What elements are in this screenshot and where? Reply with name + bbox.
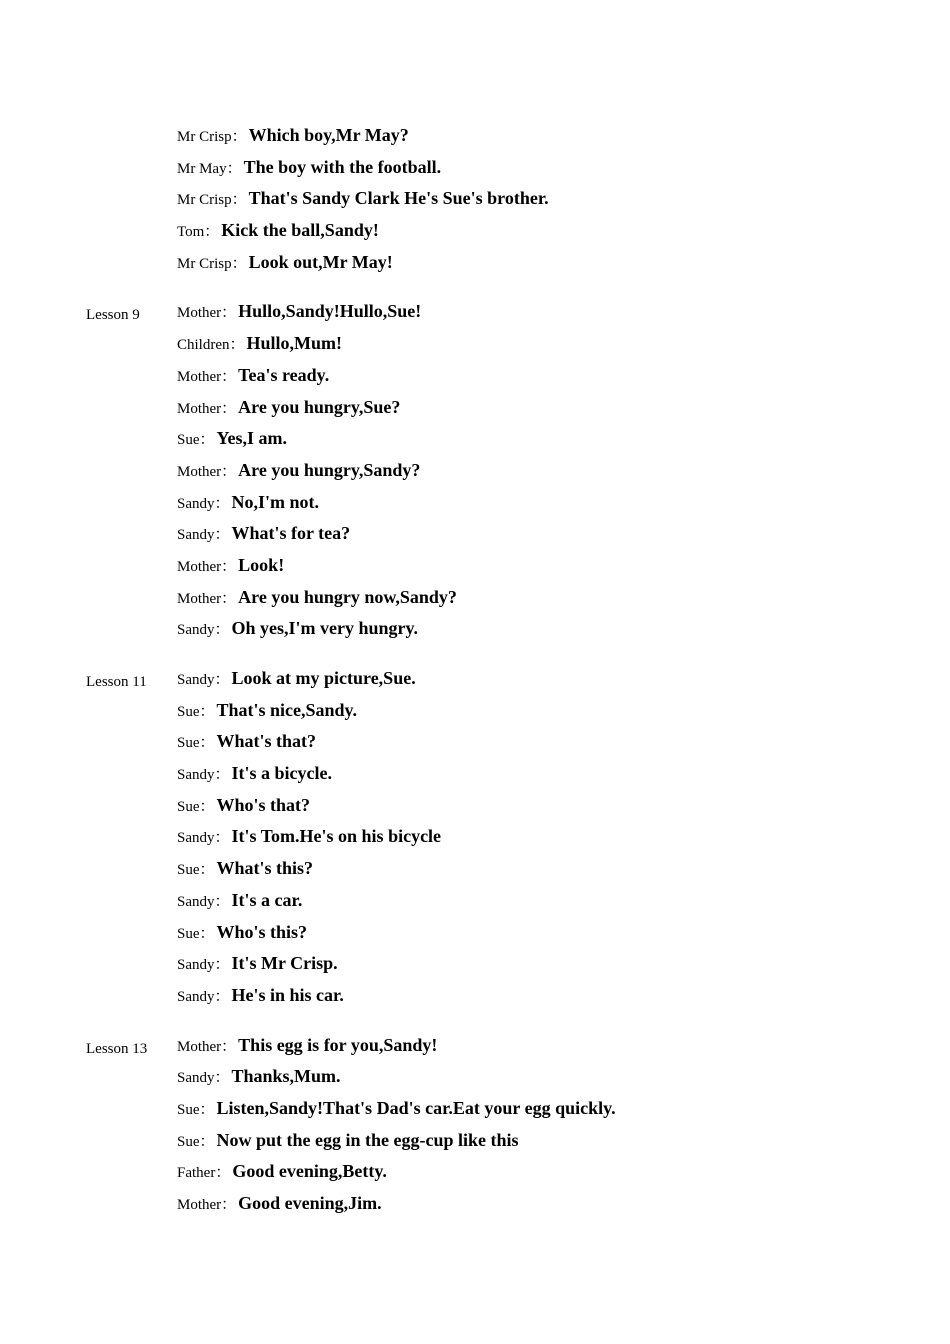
speaker-name: Sue： bbox=[177, 925, 215, 942]
dialogue-line bbox=[177, 666, 950, 698]
dialogue-line bbox=[177, 761, 950, 793]
dialogue-line bbox=[177, 729, 950, 761]
speaker-name: Sandy： bbox=[177, 672, 230, 688]
dialogue-line bbox=[177, 395, 950, 427]
dialogue-line bbox=[177, 218, 950, 250]
utterance: Oh yes,I'm very hungry. bbox=[231, 618, 419, 639]
utterance: It's a bicycle. bbox=[231, 763, 333, 784]
lesson-section bbox=[0, 299, 950, 648]
dialogue-line bbox=[177, 585, 950, 617]
utterance: Tea's ready. bbox=[238, 364, 330, 385]
utterance: Look out,Mr May! bbox=[248, 251, 393, 272]
speaker-name: Sue： bbox=[177, 735, 215, 752]
dialogue-line bbox=[177, 123, 950, 155]
dialogue-line bbox=[177, 856, 950, 888]
speaker-name: Sandy： bbox=[177, 1070, 230, 1087]
speaker-name: Sue： bbox=[177, 1101, 215, 1118]
lesson-label: Lesson 9 bbox=[86, 307, 140, 324]
utterance: What's for tea? bbox=[231, 523, 351, 544]
speaker-name: Mother： bbox=[177, 368, 237, 385]
utterance: Now put the egg in the egg-cup like this bbox=[216, 1129, 519, 1150]
speaker-name: Mr Crisp： bbox=[177, 255, 247, 272]
speaker-name: Mr Crisp： bbox=[177, 192, 247, 209]
dialogue-line bbox=[177, 698, 950, 730]
utterance: Hullo,Sandy!Hullo,Sue! bbox=[238, 301, 422, 322]
utterance: Who's that? bbox=[216, 794, 311, 815]
dialogue-line bbox=[177, 1128, 950, 1160]
dialogue-line bbox=[177, 521, 950, 553]
utterance: Listen,Sandy!That's Dad's car.Eat your egg quickly. bbox=[216, 1097, 616, 1118]
speaker-name: Sue： bbox=[177, 798, 215, 815]
utterance: What's this? bbox=[216, 858, 314, 879]
speaker-name: Mother： bbox=[177, 1038, 237, 1055]
utterance: What's that? bbox=[216, 731, 317, 752]
speaker-name: Sue： bbox=[177, 1133, 215, 1150]
speaker-name: Mother： bbox=[177, 1197, 237, 1213]
utterance: Thanks,Mum. bbox=[231, 1066, 341, 1087]
dialogue-line bbox=[177, 1033, 950, 1065]
dialogue-line bbox=[177, 363, 950, 395]
speaker-name: Sandy： bbox=[177, 957, 230, 974]
utterance: Look at my picture,Sue. bbox=[231, 668, 416, 688]
dialogue-line bbox=[177, 299, 950, 331]
speaker-name: Mother： bbox=[177, 463, 237, 480]
speaker-name: Children： bbox=[177, 337, 245, 354]
dialogue-line bbox=[177, 920, 950, 952]
speaker-name: Mother： bbox=[177, 400, 237, 417]
utterance: It's Tom.He's on his bicycle bbox=[231, 826, 442, 847]
lesson-label: Lesson 13 bbox=[86, 1040, 148, 1057]
speaker-name: Sue： bbox=[177, 862, 215, 879]
dialogue-line bbox=[177, 1191, 950, 1223]
utterance: That's Sandy Clark He's Sue's brother. bbox=[248, 188, 549, 209]
speaker-name: Mr Crisp： bbox=[177, 129, 247, 145]
utterance: That's nice,Sandy. bbox=[216, 699, 358, 720]
utterance: Yes,I am. bbox=[216, 428, 288, 449]
speaker-name: Sandy： bbox=[177, 527, 230, 544]
speaker-name: Sue： bbox=[177, 703, 215, 720]
lesson-section bbox=[0, 123, 950, 281]
lesson-section bbox=[0, 666, 950, 1015]
utterance: The boy with the football. bbox=[243, 156, 442, 177]
speaker-name: Sandy： bbox=[177, 622, 230, 639]
utterance: No,I'm not. bbox=[231, 491, 320, 512]
speaker-name: Sandy： bbox=[177, 988, 230, 1005]
utterance: Are you hungry,Sue? bbox=[238, 396, 401, 417]
dialogue-line bbox=[177, 186, 950, 218]
dialogue-line bbox=[177, 458, 950, 490]
speaker-name: Tom： bbox=[177, 224, 220, 241]
lesson-section bbox=[0, 1033, 950, 1223]
dialogue-line bbox=[177, 490, 950, 522]
dialogue-line bbox=[177, 951, 950, 983]
speaker-name: Sandy： bbox=[177, 893, 230, 910]
dialogue-line bbox=[177, 1064, 950, 1096]
dialogue-document bbox=[0, 123, 950, 1241]
dialogue-line bbox=[177, 250, 950, 282]
utterance: Which boy,Mr May? bbox=[248, 125, 409, 145]
speaker-name: Mother： bbox=[177, 305, 237, 322]
utterance: Kick the ball,Sandy! bbox=[221, 220, 379, 241]
speaker-name: Mr May： bbox=[177, 160, 242, 177]
speaker-name: Sue： bbox=[177, 432, 215, 449]
utterance: This egg is for you,Sandy! bbox=[238, 1034, 438, 1055]
lesson-label: Lesson 11 bbox=[86, 674, 147, 690]
speaker-name: Father： bbox=[177, 1165, 231, 1182]
utterance: Who's this? bbox=[216, 921, 308, 942]
utterance: He's in his car. bbox=[231, 984, 344, 1005]
utterance: It's Mr Crisp. bbox=[231, 953, 338, 974]
speaker-name: Mother： bbox=[177, 590, 237, 607]
dialogue-line bbox=[177, 331, 950, 363]
dialogue-line bbox=[177, 426, 950, 458]
dialogue-line bbox=[177, 1096, 950, 1128]
dialogue-line bbox=[177, 824, 950, 856]
speaker-name: Sandy： bbox=[177, 495, 230, 512]
speaker-name: Sandy： bbox=[177, 767, 230, 784]
utterance: It's a car. bbox=[231, 889, 303, 910]
dialogue-line bbox=[177, 888, 950, 920]
dialogue-line bbox=[177, 155, 950, 187]
dialogue-line bbox=[177, 1159, 950, 1191]
utterance: Are you hungry now,Sandy? bbox=[238, 586, 457, 607]
dialogue-line bbox=[177, 983, 950, 1015]
utterance: Good evening,Betty. bbox=[232, 1161, 387, 1182]
utterance: Hullo,Mum! bbox=[246, 333, 343, 354]
utterance: Good evening,Jim. bbox=[238, 1193, 382, 1213]
utterance: Are you hungry,Sandy? bbox=[238, 459, 421, 480]
dialogue-line bbox=[177, 616, 950, 648]
speaker-name: Sandy： bbox=[177, 830, 230, 847]
speaker-name: Mother： bbox=[177, 558, 237, 575]
utterance: Look! bbox=[238, 554, 285, 575]
dialogue-line bbox=[177, 793, 950, 825]
dialogue-line bbox=[177, 553, 950, 585]
